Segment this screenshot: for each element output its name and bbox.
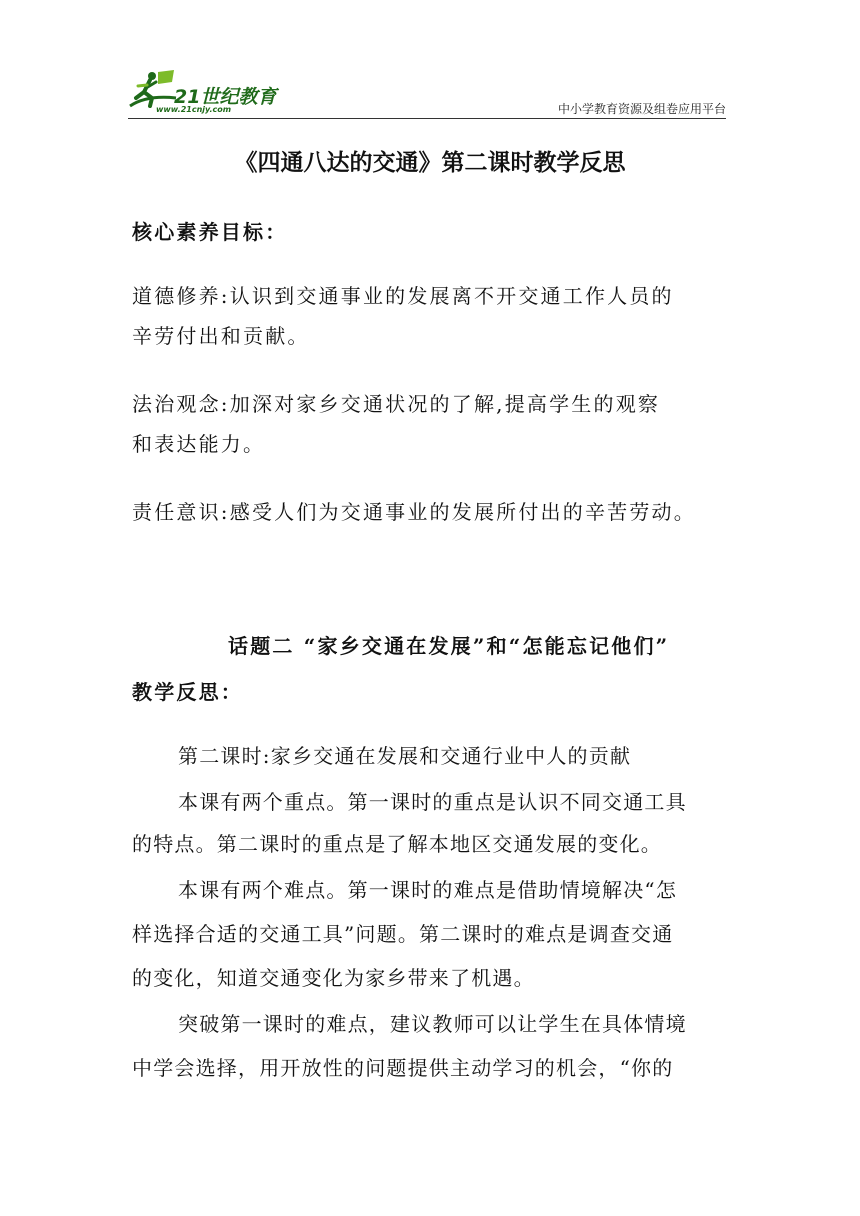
goal-law-line-1: 法治观念:加深对家乡交通状况的了解,提高学生的观察 [132, 392, 661, 416]
logo-text: 21世纪教育 [174, 86, 277, 108]
page-header [128, 62, 726, 120]
header-divider [128, 118, 726, 119]
core-goal-heading: 核心素养目标： [132, 220, 288, 244]
goal-responsibility-line-1: 责任意识:感受人们为交通事业的发展所付出的辛苦劳动。 [132, 500, 696, 524]
goal-law-line-2: 和表达能力。 [132, 432, 266, 456]
goal-moral-line-2: 辛劳付出和贡献。 [132, 324, 310, 348]
body-line: 中学会选择，用开放性的问题提供主动学习的机会，“你的 [132, 1056, 674, 1080]
logo-url: www.21cnjy.com [156, 105, 232, 114]
body-line: 第二课时:家乡交通在发展和交通行业中人的贡献 [178, 744, 632, 768]
topic-heading-line-1: 话题二 “家乡交通在发展”和“怎能忘记他们” [228, 634, 670, 658]
body-line: 突破第一课时的难点，建议教师可以让学生在具体情境 [178, 1012, 687, 1036]
goal-moral-line-1: 道德修养:认识到交通事业的发展离不开交通工作人员的 [132, 284, 674, 308]
body-line: 本课有两个重点。第一课时的重点是认识不同交通工具 [178, 790, 687, 814]
platform-label: 中小学教育资源及组卷应用平台 [557, 102, 726, 116]
body-line: 的变化，知道交通变化为家乡带来了机遇。 [132, 966, 535, 990]
body-line: 本课有两个难点。第一课时的难点是借助情境解决“怎 [178, 878, 678, 902]
topic-heading-line-2: 教学反思： [132, 680, 243, 704]
body-line: 的特点。第二课时的重点是了解本地区交通发展的变化。 [132, 832, 662, 856]
site-logo [128, 68, 298, 116]
body-line: 样选择合适的交通工具”问题。第二课时的难点是调查交通 [132, 922, 674, 946]
document-title: 《四通八达的交通》第二课时教学反思 [234, 149, 626, 176]
